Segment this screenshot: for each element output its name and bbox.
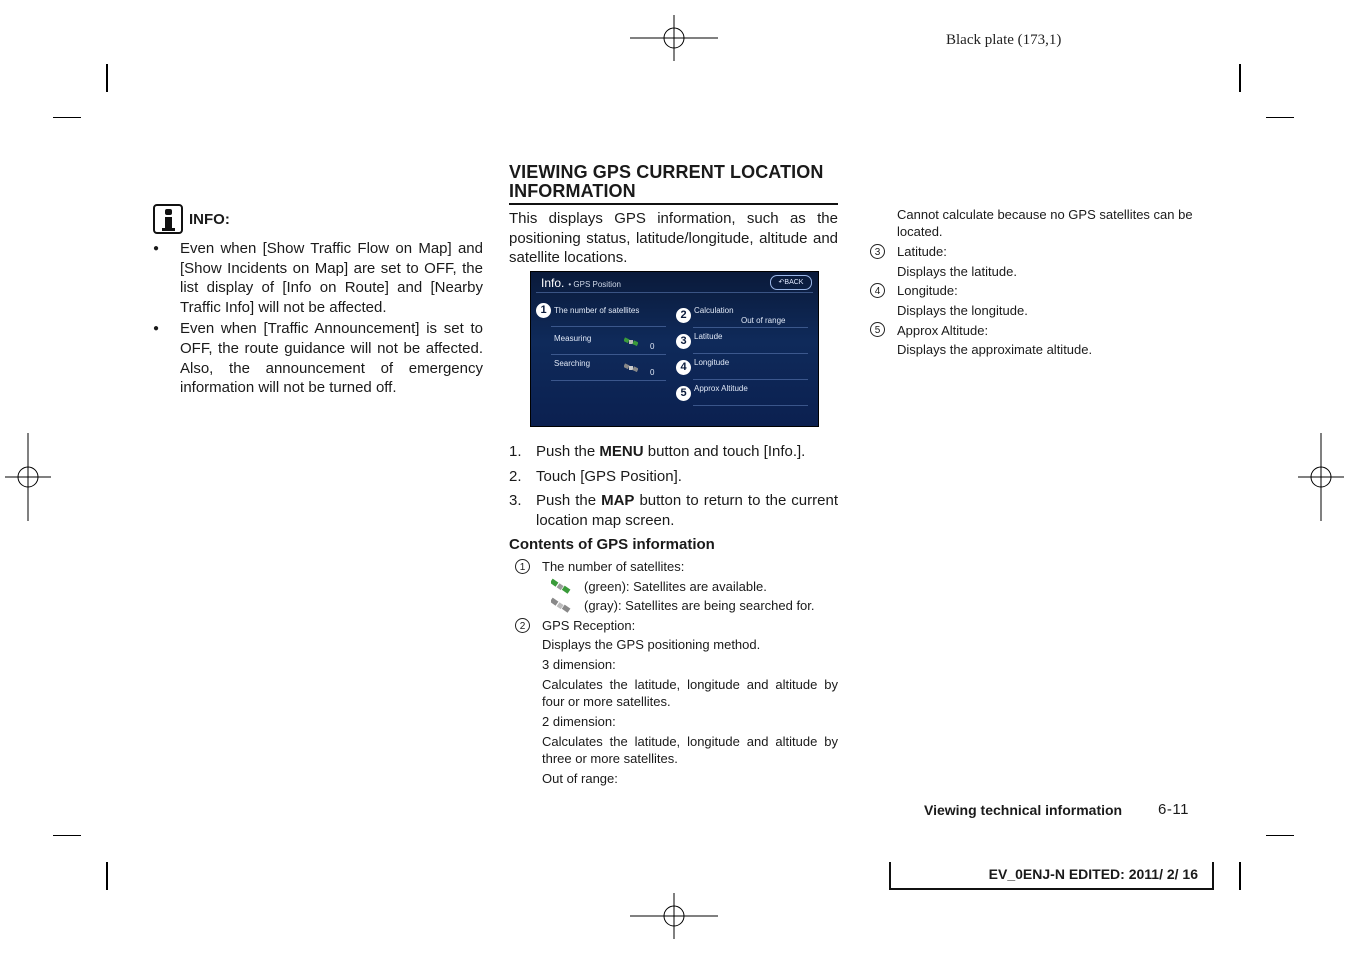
screen-callout-3: 3 [676, 334, 691, 349]
contents-item-4-desc: Displays the longitude. [897, 303, 1028, 318]
callout-2-icon: 2 [515, 618, 530, 633]
footer-section-title: Viewing technical information [924, 802, 1123, 818]
registration-mark-icon [5, 433, 51, 521]
edited-stamp: EV_0ENJ-N EDITED: 2011/ 2/ 16 [889, 862, 1214, 890]
screen-callout-4: 4 [676, 360, 691, 375]
screen-measuring-label: Measuring [554, 334, 592, 343]
section-intro: This displays GPS information, such as the positioning status, latitude/longitude, altitude and satellite locations. [509, 210, 838, 267]
screen-callout-1: 1 [536, 303, 551, 318]
crop-mark [53, 117, 81, 118]
callout-1-icon: 1 [515, 559, 530, 574]
contents-item-3-label: Latitude: [897, 244, 947, 259]
screen-callout-5: 5 [676, 386, 691, 401]
contents-item-5-desc: Displays the approximate altitude. [897, 342, 1093, 357]
registration-mark-icon [630, 15, 718, 61]
screen-longitude-label: Longitude [694, 358, 730, 367]
info-bullets [153, 239, 483, 398]
satellite-gray-icon [551, 597, 571, 613]
satellite-gray-icon [624, 363, 638, 372]
contents-item-2-desc: Displays the GPS positioning method. [542, 637, 761, 652]
contents-item-3-desc: Displays the latitude. [897, 264, 1017, 279]
crop-mark [1239, 862, 1241, 890]
callout-3-icon: 3 [870, 244, 885, 259]
info-title: INFO: [189, 210, 230, 228]
contents-item-4-label: Longitude: [897, 283, 958, 298]
screen-header: Info. • GPS Position [541, 276, 621, 290]
contents-green-desc: (green): Satellites are available. [584, 579, 767, 594]
screen-satellites-label: The number of satellites [554, 306, 640, 315]
crop-mark [53, 835, 81, 836]
crop-mark [1239, 64, 1241, 92]
crop-mark [106, 64, 108, 92]
screen-searching-label: Searching [554, 359, 591, 368]
info-header [153, 204, 483, 234]
registration-mark-icon [1298, 433, 1344, 521]
step-item: 1. Push the MENU button and touch [Info.]. [509, 443, 806, 460]
back-arrow-icon: ↶ [778, 279, 785, 286]
section-header [509, 163, 838, 268]
contents-gray-desc: (gray): Satellites are being searched for. [584, 598, 815, 613]
screen-latitude-label: Latitude [694, 332, 723, 341]
info-icon [153, 204, 183, 234]
crop-mark [106, 862, 108, 890]
steps-list [509, 442, 838, 535]
contents-item-5-label: Approx Altitude: [897, 323, 989, 338]
contents-oor-label: Out of range: [542, 771, 618, 786]
screen-altitude-label: Approx Altitude [694, 384, 748, 393]
contents-item-1-label: The number of satellites: [542, 559, 685, 574]
screen-out-of-range: Out of range [741, 316, 786, 325]
callout-4-icon: 4 [870, 283, 885, 298]
page-number: 6-11 [1158, 801, 1189, 818]
info-bullet: ● Even when [Traffic Announcement] is set to OFF, the route guidance will not be affected. Also, the announcement of emergency information will not be turned off. [153, 319, 483, 397]
gps-position-screen [530, 271, 819, 427]
screen-measuring-count: 0 [650, 342, 655, 351]
section-title: VIEWING GPS CURRENT LOCATION INFORMATION [509, 163, 838, 205]
satellite-green-icon [624, 337, 638, 346]
contents-3d-label: 3 dimension: [542, 657, 616, 672]
contents-2d-desc: Calculates the latitude, longitude and altitude by three or more satellites. [542, 734, 838, 766]
step-item: 3. Push the MAP button to return to the current location map screen. [509, 492, 838, 529]
contents-oor-desc: Cannot calculate because no GPS satellites can be located. [897, 207, 1193, 239]
callout-5-icon: 5 [870, 322, 885, 337]
crop-mark [1266, 117, 1294, 118]
contents-3d-desc: Calculates the latitude, longitude and altitude by four or more satellites. [542, 677, 838, 709]
registration-mark-icon [630, 893, 718, 939]
crop-mark [1266, 835, 1294, 836]
screen-callout-2: 2 [676, 308, 691, 323]
contents-item-2-label: GPS Reception: [542, 618, 636, 633]
plate-label: Black plate (173,1) [946, 32, 1062, 48]
back-button: ↶BACK [770, 275, 812, 290]
step-item: 2. Touch [GPS Position]. [509, 467, 682, 485]
contents-2d-label: 2 dimension: [542, 714, 616, 729]
screen-searching-count: 0 [650, 368, 655, 377]
info-bullet: ● Even when [Show Traffic Flow on Map] and [Show Incidents on Map] are set to OFF, the list display of [Info on Route] and [Nearby Traffic Info] will not be affected. [153, 239, 483, 317]
contents-title: Contents of GPS information [509, 536, 715, 553]
screen-calculation-label: Calculation [694, 306, 734, 315]
satellite-green-icon [551, 578, 571, 594]
info-box [153, 204, 483, 400]
